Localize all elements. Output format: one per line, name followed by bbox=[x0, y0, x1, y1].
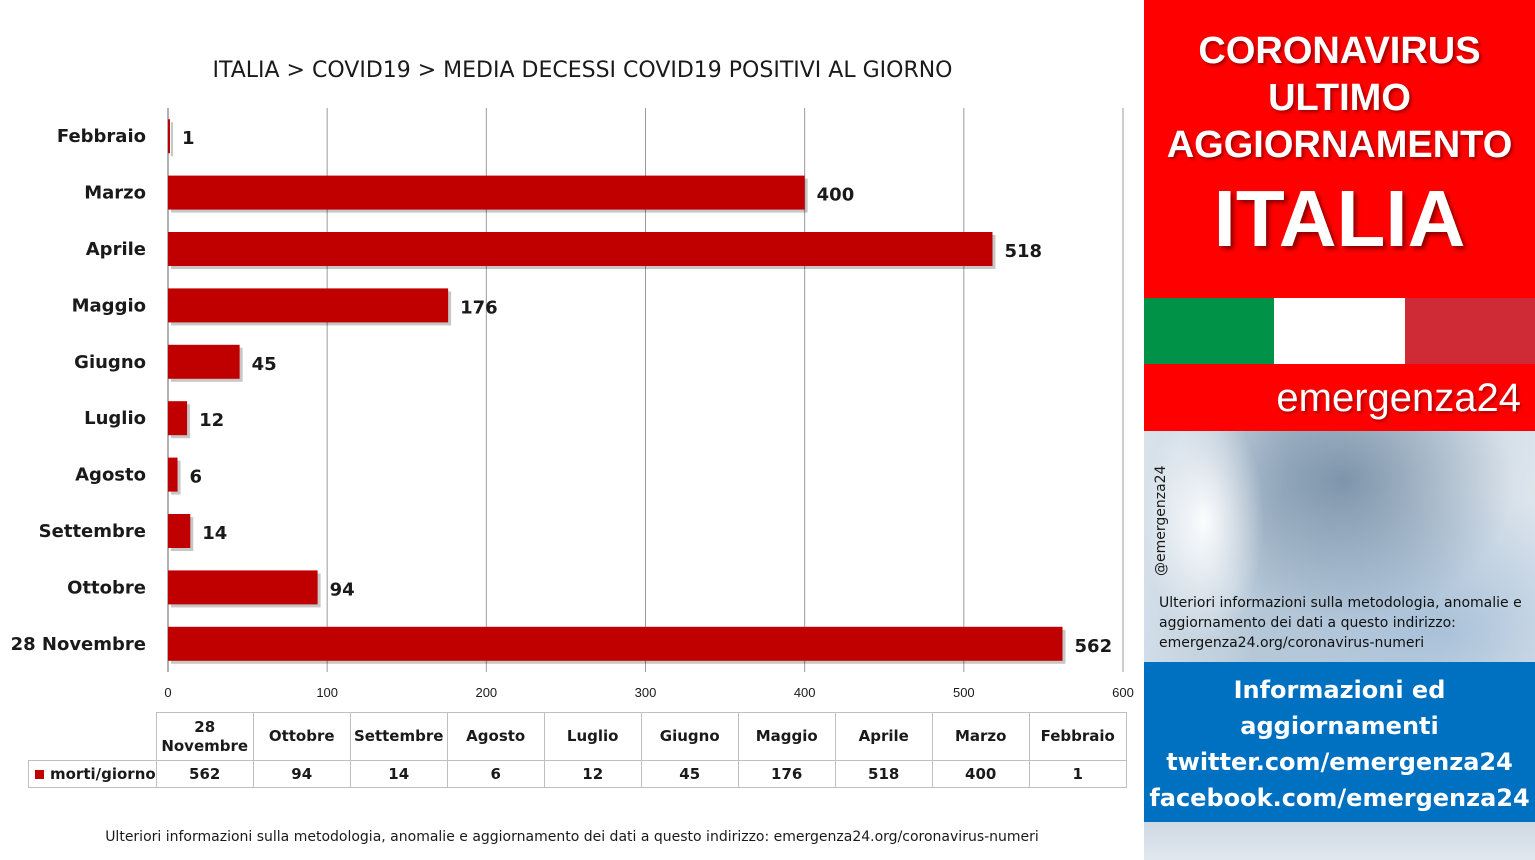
bar bbox=[168, 176, 805, 210]
bar bbox=[168, 232, 992, 266]
sidebar bbox=[1144, 0, 1535, 860]
bar bbox=[168, 119, 170, 153]
data-table-column-header-part: 28 bbox=[194, 717, 216, 736]
footer-note: Ulteriori informazioni sulla metodologia, anomalie e aggiornamento dei dati a questo indirizzo: emergenza24.org/coronavirus-numeri bbox=[105, 829, 1039, 845]
data-label: 45 bbox=[251, 353, 277, 375]
info-panel bbox=[1144, 662, 1535, 822]
category-label: Marzo bbox=[84, 182, 146, 204]
sidebar-country: ITALIA bbox=[1213, 174, 1466, 263]
data-label: 176 bbox=[460, 297, 498, 319]
category-label: Aprile bbox=[85, 239, 146, 260]
bar bbox=[168, 458, 178, 492]
category-label: Giugno bbox=[74, 351, 146, 373]
x-tick-label: 200 bbox=[475, 685, 498, 700]
data-table-column-header: Ottobre bbox=[253, 713, 350, 761]
data-table-series-cell bbox=[29, 761, 157, 788]
data-label: 14 bbox=[202, 523, 228, 544]
social-handle-text: @emergenza24 bbox=[1153, 465, 1169, 576]
sidebar-headline-1: CORONAVIRUS bbox=[1198, 30, 1481, 72]
data-table-value-row bbox=[29, 761, 1127, 788]
data-table-corner bbox=[29, 713, 157, 761]
data-table-column-header: Agosto bbox=[447, 713, 544, 761]
sidebar-headline-2: ULTIMO bbox=[1268, 77, 1411, 119]
twitter-link[interactable]: twitter.com/emergenza24 bbox=[1166, 748, 1513, 776]
chart-title: ITALIA > COVID19 > MEDIA DECESSI COVID19 POSITIVI AL GIORNO bbox=[212, 58, 953, 83]
data-table-column-header: Marzo bbox=[932, 713, 1029, 761]
flag-white-band bbox=[1274, 298, 1404, 364]
x-tick-label: 0 bbox=[164, 685, 172, 700]
sidebar-note: Ulteriori informazioni sulla metodologia, anomalie e aggiornamento dei dati a questo indirizzo: emergenza24.org/coronavirus-numeri bbox=[1159, 595, 1522, 651]
category-label: Luglio bbox=[84, 408, 146, 430]
data-table-cell: 6 bbox=[447, 761, 544, 788]
data-label: 12 bbox=[199, 410, 225, 432]
data-label: 6 bbox=[189, 466, 203, 488]
facebook-link[interactable]: facebook.com/emergenza24 bbox=[1149, 784, 1530, 812]
data-table-cell: 12 bbox=[544, 761, 641, 788]
bar-shadow bbox=[171, 122, 173, 156]
photo-strip bbox=[1144, 822, 1535, 860]
legend-key bbox=[35, 770, 44, 779]
data-table-column-header: Settembre bbox=[350, 713, 447, 761]
bar bbox=[168, 345, 240, 379]
data-table-cell: 176 bbox=[738, 761, 835, 788]
data-table-cell: 45 bbox=[641, 761, 738, 788]
data-label: 562 bbox=[1074, 635, 1113, 657]
data-table-column-header: Luglio bbox=[544, 713, 641, 761]
bar bbox=[168, 627, 1063, 661]
bar bbox=[168, 401, 187, 435]
bar bbox=[168, 288, 448, 322]
data-table-column-header: Maggio bbox=[738, 713, 835, 761]
flag-red-band bbox=[1405, 298, 1535, 364]
data-table-column-header: Aprile bbox=[835, 713, 932, 761]
data-table-cell: 94 bbox=[253, 761, 350, 788]
brand-name: emergenza24 bbox=[1276, 376, 1521, 420]
data-table-column-header: Giugno bbox=[641, 713, 738, 761]
x-tick-label: 300 bbox=[634, 685, 657, 700]
data-table-header-row bbox=[29, 713, 1127, 761]
data-table-column-header-part: Novembre bbox=[161, 736, 249, 755]
data-label: 94 bbox=[329, 579, 355, 601]
sidebar-headline-3: AGGIORNAMENTO bbox=[1166, 124, 1513, 166]
bars bbox=[168, 119, 1066, 664]
data-label: 400 bbox=[816, 184, 855, 206]
category-label: Maggio bbox=[71, 295, 146, 317]
data-table-cell: 1 bbox=[1029, 761, 1126, 788]
data-table-cell: 400 bbox=[932, 761, 1029, 788]
data-table-column-header bbox=[156, 713, 253, 761]
data-label: 518 bbox=[1004, 241, 1043, 262]
social-handle bbox=[1144, 465, 1184, 581]
italian-flag bbox=[1144, 298, 1535, 364]
category-label: Febbraio bbox=[56, 126, 146, 148]
data-table-cell: 14 bbox=[350, 761, 447, 788]
data-table bbox=[28, 712, 1127, 788]
flag-green-band bbox=[1144, 298, 1274, 364]
x-tick-label: 100 bbox=[316, 685, 339, 700]
category-label: Settembre bbox=[38, 521, 146, 542]
x-tick-label: 600 bbox=[1112, 685, 1134, 700]
brand-bar bbox=[1144, 364, 1535, 431]
category-label: Ottobre bbox=[67, 577, 146, 599]
data-label: 1 bbox=[182, 128, 195, 150]
bar bbox=[168, 514, 190, 548]
x-tick-label: 400 bbox=[793, 685, 816, 700]
x-tick-label: 500 bbox=[952, 685, 975, 700]
bar bbox=[168, 570, 318, 604]
data-table-column-header: Febbraio bbox=[1029, 713, 1126, 761]
category-label: 28 Novembre bbox=[10, 633, 146, 655]
data-table-series-label: morti/giorno bbox=[50, 765, 156, 783]
category-label: Agosto bbox=[75, 464, 146, 486]
photo-panel bbox=[1144, 431, 1535, 662]
sidebar-header bbox=[1144, 0, 1535, 298]
data-table-cell: 518 bbox=[835, 761, 932, 788]
data-table-cell: 562 bbox=[156, 761, 253, 788]
info-line-2: aggiornamenti bbox=[1240, 712, 1439, 740]
info-line-1: Informazioni ed bbox=[1233, 676, 1446, 704]
